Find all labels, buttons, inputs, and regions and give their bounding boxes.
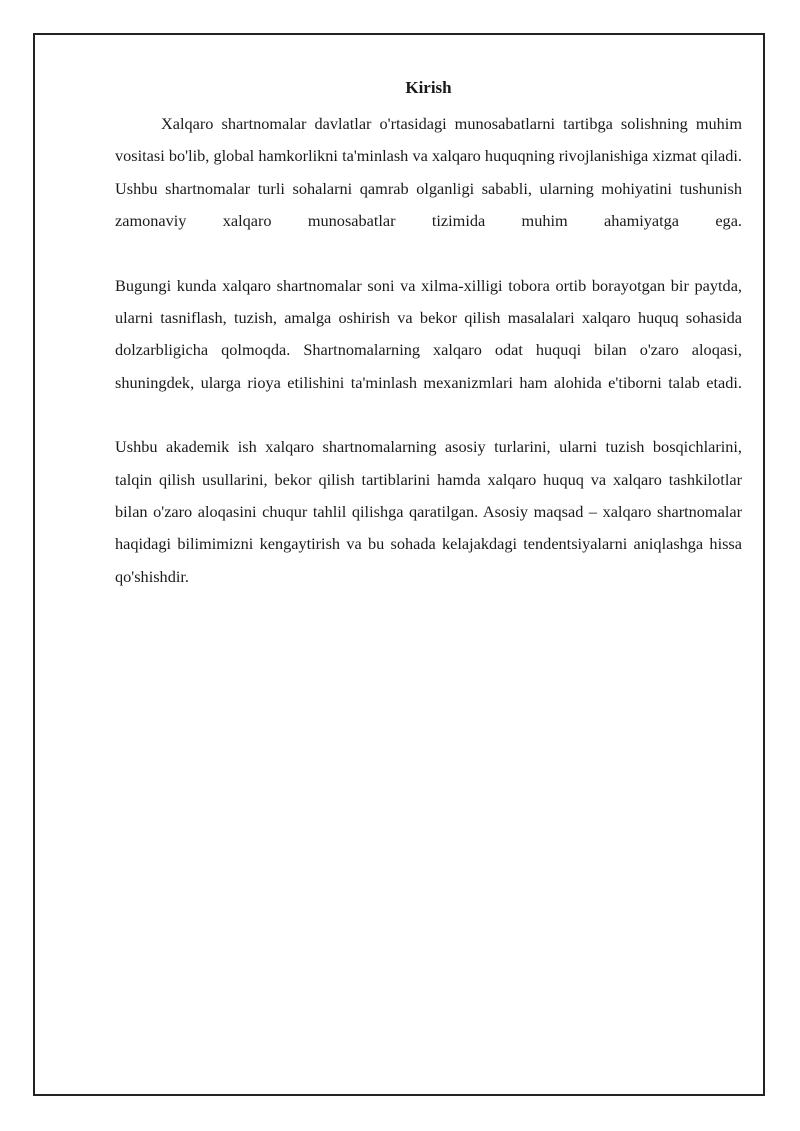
document-body (115, 76, 742, 625)
paragraph-intro: Xalqaro shartnomalar davlatlar o'rtasidagi munosabatlarni tartibga solishning muhim vositasi bo'lib, global hamkorlikni ta'minlash va xalqaro huquqning rivojlanishiga xizmat qiladi. Ushbu shartnomalar turli sohalarni qamrab olganligi sababli, ularning mohiyatini tushunish zamonaviy xalqaro munosabatlar tizimida muhim ahamiyatga ega. (115, 114, 742, 231)
paragraph-purpose: Ushbu akademik ish xalqaro shartnomalarning asosiy turlarini, ularni tuzish bosqichlarini, talqin qilish usullarini, bekor qilish tartiblarini hamda xalqaro huquq va xalqaro tashkilotlar bilan o'zaro aloqasini chuqur tahlil qilishga qaratilgan. Asosiy maqsad – xalqaro shartnomalar haqidagi bilimimizni kengaytirish va bu sohada kelajakdagi tendentsiyalarni aniqlashga hissa qo'shishdir. (115, 437, 742, 586)
page-title: Kirish (405, 78, 452, 97)
paragraph-context: Bugungi kunda xalqaro shartnomalar soni va xilma-xilligi tobora ortib borayotgan bir paytda, ularni tasniflash, tuzish, amalga oshirish va bekor qilish masalalari xalqaro huquq sohasida dolzarbligicha qolmoqda. Shartnomalarning xalqaro odat huquqi bilan o'zaro aloqasi, shuningdek, ularga rioya etilishini ta'minlash mexanizmlari ham alohida e'tiborni talab etadi. (115, 275, 742, 392)
